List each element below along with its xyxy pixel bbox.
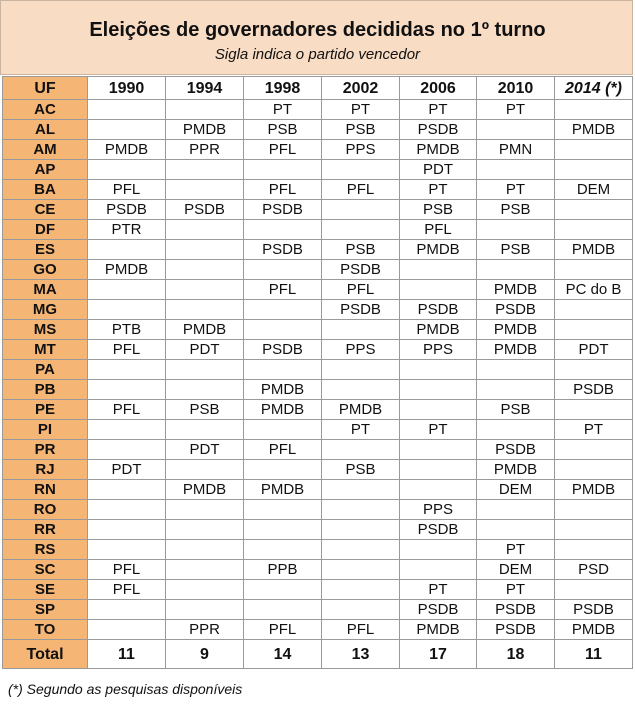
party-cell [555, 580, 633, 600]
table-row [3, 500, 633, 520]
party-cell [166, 540, 244, 560]
table-row [3, 120, 633, 140]
party-cell: PMDB [88, 260, 166, 280]
party-cell [166, 500, 244, 520]
footnote: (*) Segundo as pesquisas disponíveis [8, 681, 243, 697]
table-row [3, 240, 633, 260]
table-row [3, 580, 633, 600]
party-cell: PMDB [322, 400, 400, 420]
party-cell: PMDB [477, 280, 555, 300]
table-row [3, 140, 633, 160]
party-cell [166, 600, 244, 620]
state-code: DF [3, 220, 88, 240]
table-row [3, 480, 633, 500]
table-row [3, 300, 633, 320]
party-cell: PPR [166, 140, 244, 160]
results-table [2, 76, 633, 669]
party-cell: PFL [322, 280, 400, 300]
table-title: Eleições de governadores decididas no 1º turno [89, 19, 546, 41]
state-code: MS [3, 320, 88, 340]
party-cell: DEM [555, 180, 633, 200]
party-cell: PSB [166, 400, 244, 420]
party-cell: PFL [88, 340, 166, 360]
party-cell: PMDB [555, 480, 633, 500]
party-cell: PMDB [244, 480, 322, 500]
party-cell: PMDB [88, 140, 166, 160]
party-cell: PT [477, 180, 555, 200]
state-code: PE [3, 400, 88, 420]
party-cell [477, 260, 555, 280]
party-cell [88, 500, 166, 520]
party-cell [244, 460, 322, 480]
party-cell: PSB [477, 200, 555, 220]
table-row [3, 200, 633, 220]
party-cell: PMDB [244, 380, 322, 400]
table-row [3, 380, 633, 400]
party-cell: PT [477, 580, 555, 600]
party-cell: PT [244, 100, 322, 120]
party-cell [555, 460, 633, 480]
party-cell [322, 600, 400, 620]
party-cell: PTR [88, 220, 166, 240]
party-cell: PFL [88, 400, 166, 420]
state-code: AP [3, 160, 88, 180]
party-cell [477, 120, 555, 140]
party-cell: PFL [244, 440, 322, 460]
state-code: SP [3, 600, 88, 620]
party-cell: PSDB [477, 300, 555, 320]
table-row [3, 220, 633, 240]
table-subtitle: Sigla indica o partido vencedor [214, 46, 421, 63]
party-cell: PT [400, 580, 477, 600]
state-code: TO [3, 620, 88, 640]
state-code: MG [3, 300, 88, 320]
party-cell [400, 400, 477, 420]
party-cell: PSB [477, 400, 555, 420]
party-cell [477, 520, 555, 540]
total-value: 17 [400, 640, 477, 669]
column-header-year: 2014 (*) [555, 77, 633, 100]
party-cell: PSDB [322, 260, 400, 280]
state-code: RS [3, 540, 88, 560]
party-cell [88, 620, 166, 640]
party-cell [88, 160, 166, 180]
party-cell [555, 100, 633, 120]
party-cell [244, 580, 322, 600]
table-row [3, 460, 633, 480]
party-cell: PMDB [477, 340, 555, 360]
party-cell [555, 300, 633, 320]
party-cell [88, 480, 166, 500]
party-cell: PSDB [244, 240, 322, 260]
party-cell [166, 240, 244, 260]
party-cell: PSDB [400, 120, 477, 140]
party-cell [88, 280, 166, 300]
party-cell [555, 320, 633, 340]
table-row [3, 560, 633, 580]
party-cell [400, 380, 477, 400]
party-cell: PT [400, 180, 477, 200]
party-cell: PSDB [477, 600, 555, 620]
party-cell: PSDB [400, 520, 477, 540]
party-cell: PMDB [400, 620, 477, 640]
party-cell: PDT [166, 440, 244, 460]
party-cell [322, 200, 400, 220]
party-cell [88, 440, 166, 460]
party-cell [322, 320, 400, 340]
state-code: RJ [3, 460, 88, 480]
party-cell: PSB [477, 240, 555, 260]
column-header-year: 2006 [400, 77, 477, 100]
total-value: 14 [244, 640, 322, 669]
party-cell: PDT [88, 460, 166, 480]
state-code: MA [3, 280, 88, 300]
party-cell: PMDB [477, 460, 555, 480]
party-cell [166, 580, 244, 600]
total-value: 9 [166, 640, 244, 669]
party-cell: PFL [244, 180, 322, 200]
total-value: 13 [322, 640, 400, 669]
party-cell: PSDB [555, 380, 633, 400]
party-cell [322, 520, 400, 540]
party-cell: PDT [166, 340, 244, 360]
party-cell [477, 500, 555, 520]
party-cell [88, 240, 166, 260]
party-cell: PSDB [244, 200, 322, 220]
state-code: RR [3, 520, 88, 540]
party-cell [88, 540, 166, 560]
party-cell [555, 500, 633, 520]
table-body [3, 77, 633, 669]
party-cell: PMDB [166, 120, 244, 140]
party-cell: PSB [400, 200, 477, 220]
party-cell: PSDB [477, 620, 555, 640]
party-cell [88, 300, 166, 320]
party-cell: PPR [166, 620, 244, 640]
party-cell [88, 100, 166, 120]
table-row [3, 420, 633, 440]
party-cell [322, 560, 400, 580]
party-cell [166, 280, 244, 300]
party-cell: PMDB [477, 320, 555, 340]
party-cell [555, 400, 633, 420]
party-cell [244, 540, 322, 560]
party-cell [555, 140, 633, 160]
party-cell: PFL [88, 580, 166, 600]
party-cell: PFL [244, 280, 322, 300]
party-cell: PSD [555, 560, 633, 580]
party-cell: PMDB [400, 320, 477, 340]
table-row [3, 440, 633, 460]
party-cell [244, 360, 322, 380]
party-cell [400, 560, 477, 580]
party-cell [477, 220, 555, 240]
table-row [3, 340, 633, 360]
party-cell: PTB [88, 320, 166, 340]
party-cell: PMDB [400, 140, 477, 160]
state-code: SE [3, 580, 88, 600]
table-row [3, 540, 633, 560]
party-cell [166, 160, 244, 180]
party-cell [322, 220, 400, 240]
party-cell: PFL [244, 620, 322, 640]
party-cell: PPS [322, 340, 400, 360]
party-cell: PSB [322, 240, 400, 260]
party-cell [322, 500, 400, 520]
party-cell: DEM [477, 560, 555, 580]
party-cell [166, 520, 244, 540]
total-value: 18 [477, 640, 555, 669]
party-cell [166, 460, 244, 480]
party-cell [88, 520, 166, 540]
party-cell [400, 360, 477, 380]
party-cell [400, 260, 477, 280]
table-row [3, 260, 633, 280]
party-cell [555, 520, 633, 540]
total-value: 11 [88, 640, 166, 669]
party-cell [244, 260, 322, 280]
party-cell [322, 480, 400, 500]
state-code: PB [3, 380, 88, 400]
party-cell: PC do B [555, 280, 633, 300]
party-cell: PT [400, 420, 477, 440]
party-cell: PSDB [555, 600, 633, 620]
party-cell [88, 420, 166, 440]
party-cell: PT [400, 100, 477, 120]
state-code: MT [3, 340, 88, 360]
party-cell [555, 360, 633, 380]
party-cell [477, 420, 555, 440]
column-header-year: 1998 [244, 77, 322, 100]
party-cell [88, 360, 166, 380]
party-cell [555, 160, 633, 180]
state-code: AM [3, 140, 88, 160]
state-code: ES [3, 240, 88, 260]
party-cell [555, 540, 633, 560]
party-cell [244, 420, 322, 440]
state-code: AL [3, 120, 88, 140]
total-value: 11 [555, 640, 633, 669]
state-code: CE [3, 200, 88, 220]
column-header-year: 2010 [477, 77, 555, 100]
party-cell [322, 540, 400, 560]
party-cell [400, 280, 477, 300]
state-code: PI [3, 420, 88, 440]
party-cell: PFL [88, 180, 166, 200]
party-cell [166, 100, 244, 120]
party-cell [322, 440, 400, 460]
party-cell [166, 360, 244, 380]
state-code: RO [3, 500, 88, 520]
party-cell [244, 300, 322, 320]
party-cell: PSDB [400, 600, 477, 620]
party-cell [88, 600, 166, 620]
table-row [3, 280, 633, 300]
party-cell: PSB [244, 120, 322, 140]
party-cell: PDT [555, 340, 633, 360]
party-cell: PMDB [244, 400, 322, 420]
party-cell [244, 220, 322, 240]
party-cell [244, 520, 322, 540]
party-cell: PMDB [555, 620, 633, 640]
party-cell: PMDB [166, 480, 244, 500]
party-cell: PMN [477, 140, 555, 160]
party-cell: PFL [244, 140, 322, 160]
party-cell [555, 220, 633, 240]
party-cell [322, 360, 400, 380]
table-row [3, 320, 633, 340]
party-cell [244, 320, 322, 340]
party-cell [244, 160, 322, 180]
party-cell [555, 260, 633, 280]
party-cell [555, 200, 633, 220]
party-cell: PFL [322, 620, 400, 640]
column-header-year: 1994 [166, 77, 244, 100]
total-label: Total [3, 640, 88, 669]
party-cell: PSDB [322, 300, 400, 320]
party-cell [166, 380, 244, 400]
party-cell: PT [477, 540, 555, 560]
party-cell [322, 380, 400, 400]
party-cell [88, 120, 166, 140]
table-row [3, 360, 633, 380]
state-code: GO [3, 260, 88, 280]
party-cell: PSDB [400, 300, 477, 320]
column-header-year: 1990 [88, 77, 166, 100]
state-code: AC [3, 100, 88, 120]
table-row [3, 180, 633, 200]
party-cell: PT [477, 100, 555, 120]
party-cell: PPS [400, 500, 477, 520]
party-cell: PSB [322, 460, 400, 480]
state-code: BA [3, 180, 88, 200]
party-cell [88, 380, 166, 400]
party-cell: PT [322, 100, 400, 120]
table-header-panel [0, 0, 633, 75]
table-row [3, 600, 633, 620]
table-row [3, 100, 633, 120]
party-cell: PSB [322, 120, 400, 140]
party-cell [322, 580, 400, 600]
party-cell [244, 600, 322, 620]
party-cell: PT [322, 420, 400, 440]
state-code: PR [3, 440, 88, 460]
table-row [3, 160, 633, 180]
party-cell [400, 440, 477, 460]
party-cell [400, 460, 477, 480]
party-cell: PSDB [88, 200, 166, 220]
table-row [3, 520, 633, 540]
party-cell [166, 180, 244, 200]
state-code: SC [3, 560, 88, 580]
table-row [3, 620, 633, 640]
state-code: RN [3, 480, 88, 500]
party-cell: PSDB [166, 200, 244, 220]
party-cell [400, 480, 477, 500]
party-cell [166, 300, 244, 320]
party-cell [477, 160, 555, 180]
party-cell [400, 540, 477, 560]
state-code: PA [3, 360, 88, 380]
table-row [3, 400, 633, 420]
party-cell: PMDB [400, 240, 477, 260]
party-cell [244, 500, 322, 520]
party-cell: PFL [400, 220, 477, 240]
party-cell: DEM [477, 480, 555, 500]
party-cell: PSDB [477, 440, 555, 460]
party-cell: PSDB [244, 340, 322, 360]
party-cell [166, 560, 244, 580]
party-cell: PT [555, 420, 633, 440]
party-cell: PFL [322, 180, 400, 200]
party-cell [477, 380, 555, 400]
party-cell [166, 420, 244, 440]
column-header-uf: UF [3, 77, 88, 100]
party-cell: PMDB [555, 120, 633, 140]
party-cell [322, 160, 400, 180]
party-cell: PPS [400, 340, 477, 360]
party-cell: PMDB [555, 240, 633, 260]
total-row [3, 640, 633, 669]
party-cell [166, 260, 244, 280]
header-row [3, 77, 633, 100]
party-cell: PMDB [166, 320, 244, 340]
party-cell: PFL [88, 560, 166, 580]
party-cell: PDT [400, 160, 477, 180]
party-cell: PPB [244, 560, 322, 580]
party-cell: PPS [322, 140, 400, 160]
column-header-year: 2002 [322, 77, 400, 100]
party-cell [477, 360, 555, 380]
party-cell [166, 220, 244, 240]
party-cell [555, 440, 633, 460]
